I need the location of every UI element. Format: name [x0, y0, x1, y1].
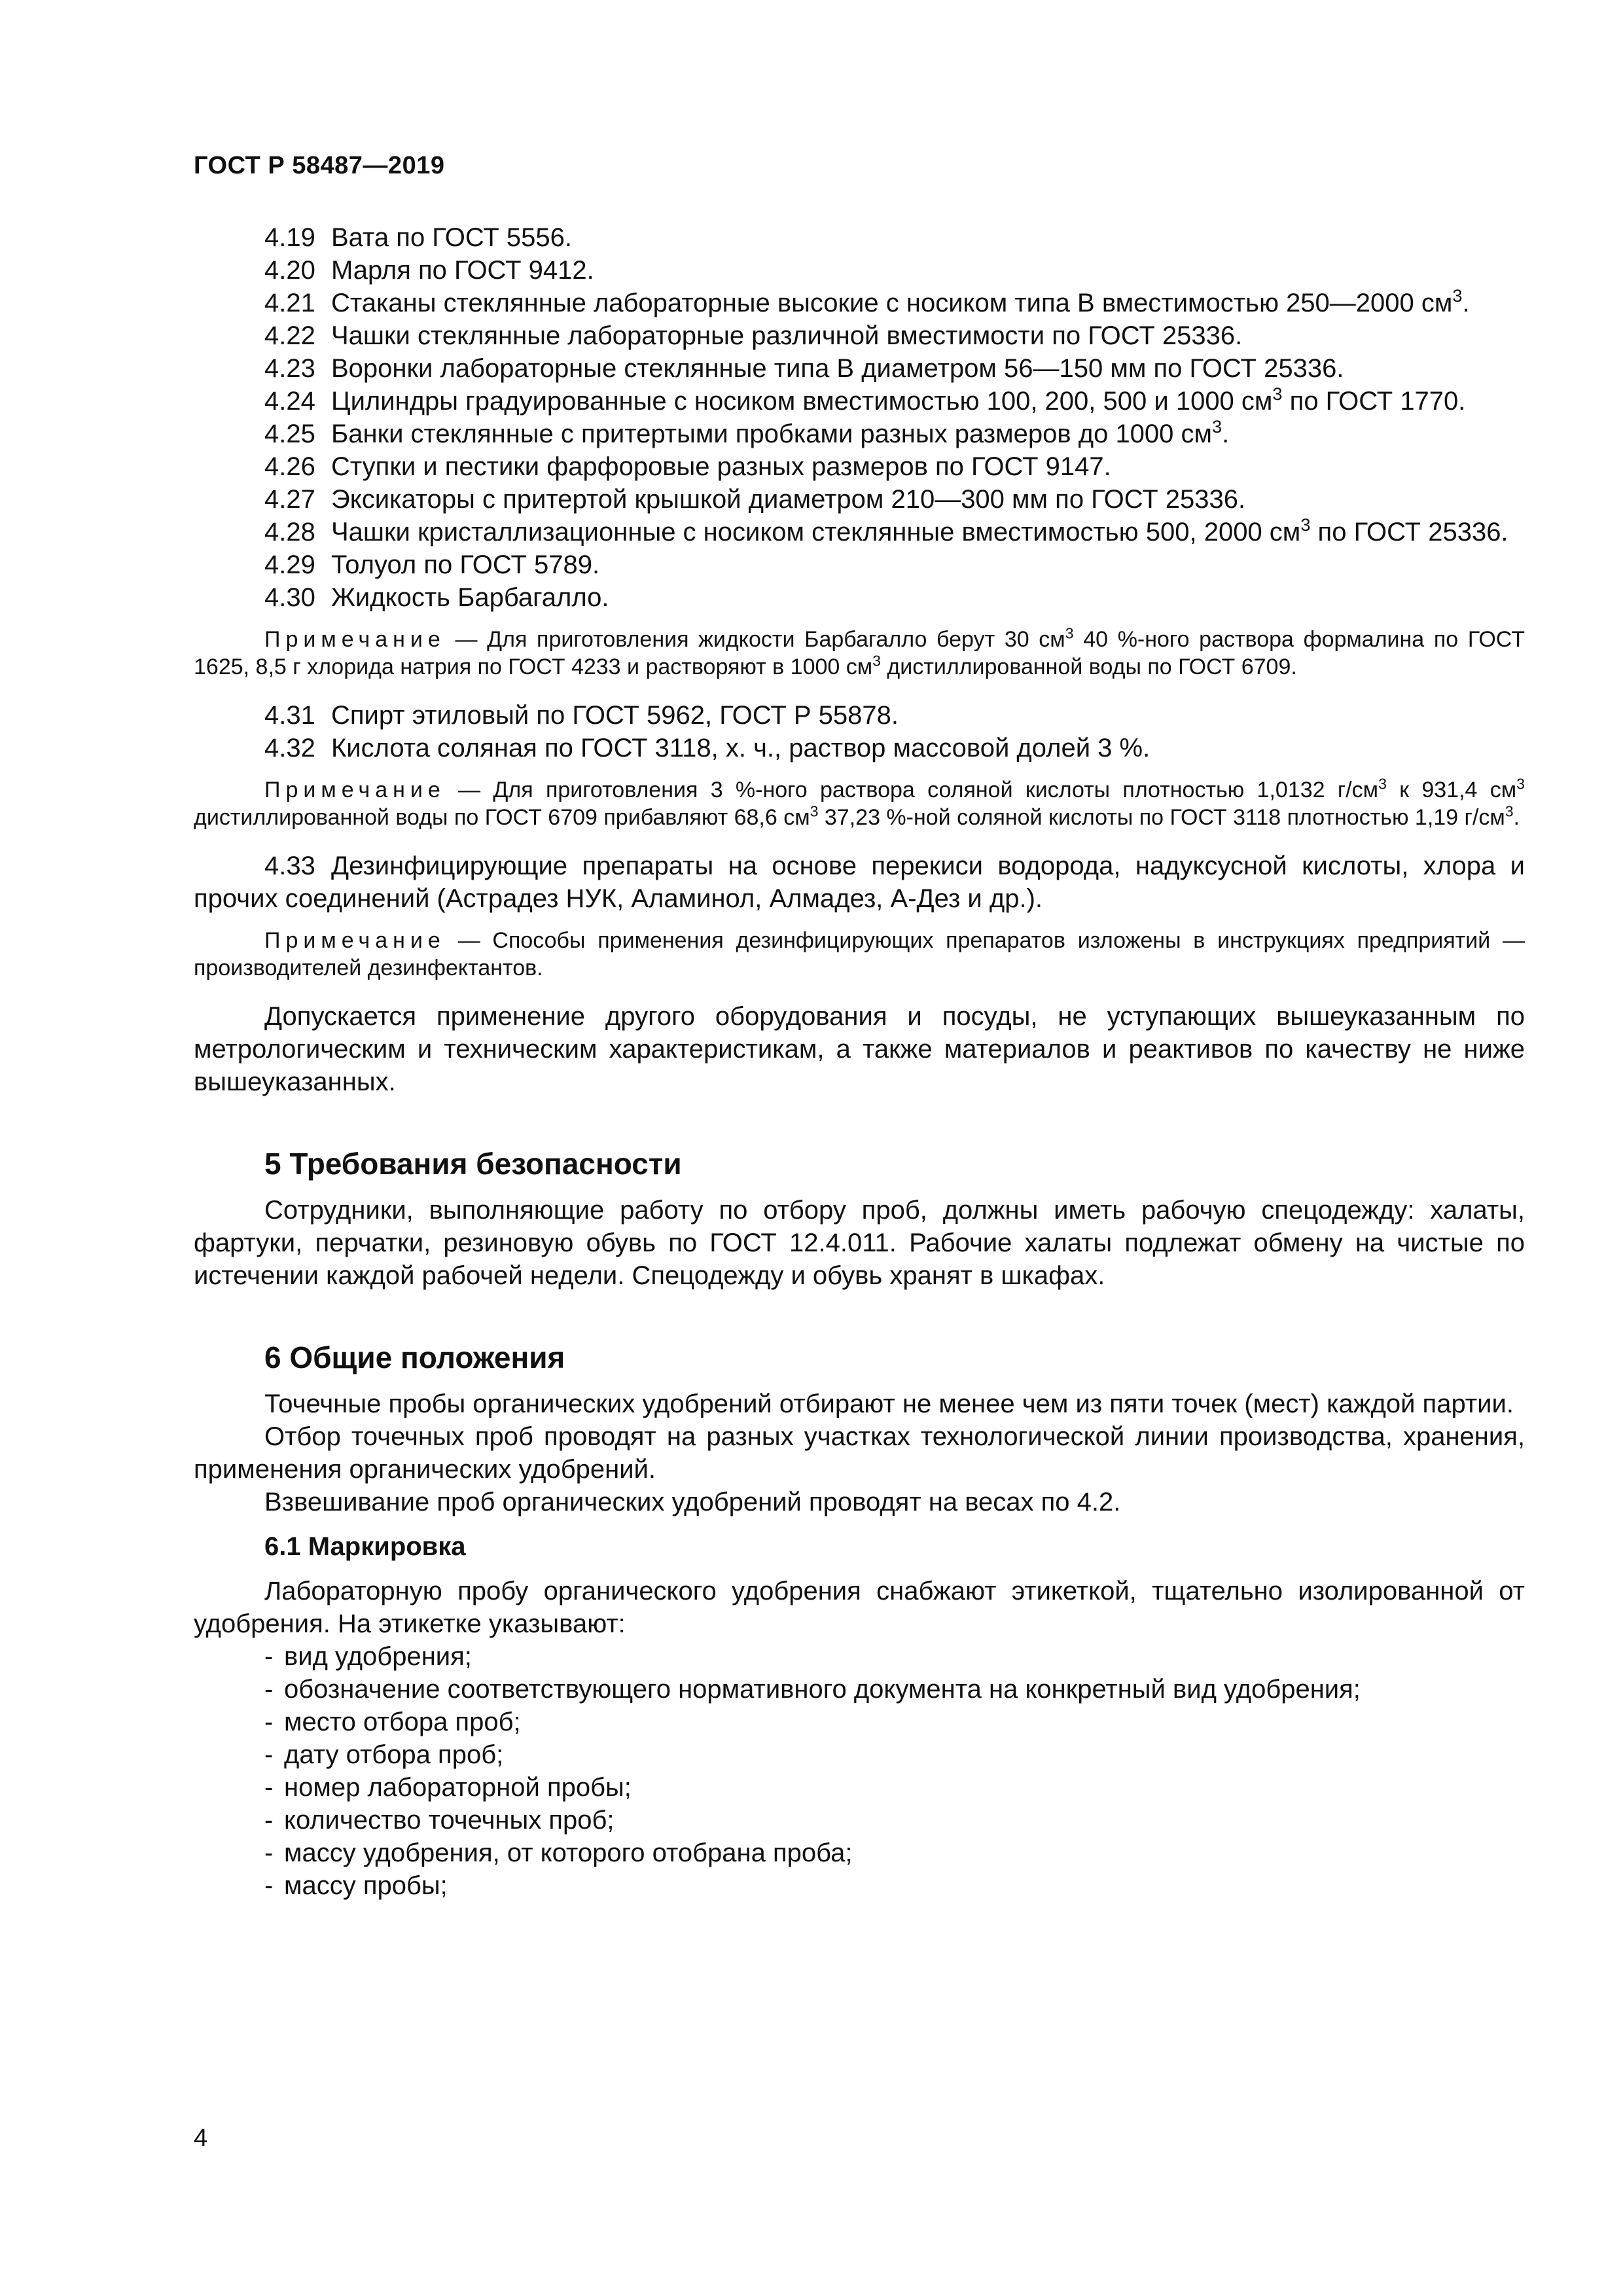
superscript: 3 [1452, 285, 1463, 306]
note-label: Примечание [264, 928, 446, 953]
list-item: - массу удобрения, от которого отобрана проба; [264, 1839, 853, 1867]
page-content [194, 221, 1525, 1902]
note-label: Примечание [264, 778, 446, 802]
item-number: 4.22 [264, 321, 315, 350]
item-4-29 [194, 548, 1525, 581]
note-text: — Для приготовления 3 %-ного раствора соляной кислоты плотностью 1,0132 г/см [445, 778, 1379, 802]
item-4-26 [194, 450, 1525, 483]
item-4-27 [194, 483, 1525, 516]
item-text: Спирт этиловый по ГОСТ 5962, ГОСТ Р 55878. [331, 701, 899, 730]
item-number: 4.21 [264, 289, 315, 317]
note-text: — Способы применения дезинфицирующих препаратов изложены в инструкциях предприятий — производителей дезинфектантов. [194, 928, 1525, 980]
item-text: Жидкость Барбагалло. [331, 583, 609, 612]
item-text: Дезинфицирующие препараты на основе перекиси водорода, надуксусной кислоты, хлора и прочих соединений (Астрадез НУК, Аламинол, Алмадез, А-Дез и др.). [194, 852, 1525, 913]
item-text: Чашки кристаллизационные с носиком стеклянные вместимостью 500, 2000 см [331, 518, 1301, 547]
note-hydrochloric-acid [194, 776, 1525, 831]
note-disinfectants [194, 927, 1525, 982]
superscript: 3 [1378, 775, 1387, 793]
item-text: Стаканы стеклянные лабораторные высокие с носиком типа В вместимостью 250—2000 см [331, 289, 1453, 317]
superscript: 3 [872, 652, 881, 670]
list-item: - количество точечных проб; [264, 1806, 615, 1835]
list-item: - обозначение соответствующего нормативного документа на конкретный вид удобрения; [264, 1675, 1361, 1704]
item-4-19 [194, 221, 1525, 254]
item-number: 4.23 [264, 354, 315, 383]
superscript: 3 [1065, 624, 1074, 642]
item-number: 4.25 [264, 420, 315, 448]
item-number: 4.19 [264, 223, 315, 252]
item-text-tail: по ГОСТ 1770. [1282, 387, 1466, 416]
item-4-30 [194, 581, 1525, 614]
list-item-text: дату отбора проб; [284, 1740, 504, 1769]
item-number: 4.28 [264, 518, 315, 547]
superscript: 3 [1212, 416, 1222, 437]
item-text: Марля по ГОСТ 9412. [331, 256, 594, 285]
note-text: 40 %-ного раствора формалина по ГОСТ 1625, 8,5 г хлорида натрия по ГОСТ 4233 и растворяют в 1000 см [194, 627, 1525, 679]
item-4-20 [194, 254, 1525, 287]
item-number: 4.30 [264, 583, 315, 612]
item-4-22 [194, 319, 1525, 352]
superscript: 3 [810, 802, 819, 820]
subsection-6-1-text: Лабораторную пробу органического удобрения снабжают этикеткой, тщательно изолированной от удобрения. На этикетке указывают: [194, 1577, 1525, 1638]
item-number: 4.27 [264, 485, 315, 514]
list-item-text: массу пробы; [284, 1871, 448, 1900]
page-number: 4 [194, 2125, 208, 2152]
note-label: Примечание [264, 627, 446, 652]
note-text: дистиллированной воды по ГОСТ 6709 прибавляют 68,6 см [194, 805, 810, 830]
item-text: Вата по ГОСТ 5556. [331, 223, 573, 252]
item-4-21 [194, 287, 1525, 319]
list-item-text: номер лабораторной пробы; [284, 1773, 632, 1802]
item-text: Кислота соляная по ГОСТ 3118, х. ч., раствор массовой долей 3 %. [331, 734, 1150, 762]
note-text: 37,23 %-ной соляной кислоты по ГОСТ 3118 плотностью 1,19 г/см [818, 805, 1505, 830]
list-item-text: количество точечных проб; [284, 1806, 615, 1835]
item-4-24 [194, 385, 1525, 418]
item-text-tail: . [1222, 420, 1230, 448]
list-item: - номер лабораторной пробы; [264, 1773, 632, 1802]
note-barbagallo [194, 626, 1525, 681]
list-item-text: обозначение соответствующего нормативного документа на конкретный вид удобрения; [284, 1675, 1361, 1704]
list-item: - место отбора проб; [264, 1708, 521, 1736]
item-text: Эксикаторы с притертой крышкой диаметром 210—300 мм по ГОСТ 25336. [331, 485, 1246, 514]
label-contents-list [194, 1640, 1525, 1902]
note-text: к 931,4 см [1386, 778, 1517, 802]
item-text: Толуол по ГОСТ 5789. [331, 550, 600, 579]
item-text: Воронки лабораторные стеклянные типа В диаметром 56—150 мм по ГОСТ 25336. [331, 354, 1344, 383]
note-text: дистиллированной воды по ГОСТ 6709. [880, 655, 1297, 679]
superscript: 3 [1516, 775, 1525, 793]
item-4-25 [194, 418, 1525, 450]
item-number: 4.20 [264, 256, 315, 285]
item-4-32 [194, 732, 1525, 764]
superscript: 3 [1300, 514, 1311, 535]
item-text: Ступки и пестики фарфоровые разных размеров по ГОСТ 9147. [331, 452, 1111, 481]
list-item-text: место отбора проб; [284, 1708, 521, 1736]
item-text-tail: . [1462, 289, 1470, 317]
item-number: 4.26 [264, 452, 315, 481]
item-text: Банки стеклянные с притертыми пробками разных размеров до 1000 см [331, 420, 1213, 448]
item-number: 4.31 [264, 701, 315, 730]
item-4-28 [194, 516, 1525, 548]
list-item: - массу пробы; [264, 1871, 448, 1900]
item-number: 4.32 [264, 734, 315, 762]
superscript: 3 [1272, 384, 1283, 404]
item-4-33 [194, 850, 1525, 915]
note-text: — Для приготовления жидкости Барбагалло берут 30 см [445, 627, 1065, 652]
list-item-text: массу удобрения, от которого отобрана проба; [284, 1839, 853, 1867]
item-4-23 [194, 352, 1525, 385]
item-4-31 [194, 699, 1525, 732]
item-text: Цилиндры градуированные с носиком вместимостью 100, 200, 500 и 1000 см [331, 387, 1273, 416]
section-6-paragraph-3: Взвешивание проб органических удобрений проводят на весах по 4.2. [264, 1488, 1121, 1516]
section-6-paragraph-1: Точечные пробы органических удобрений отбирают не менее чем из пяти точек (мест) каждой партии. [264, 1390, 1514, 1418]
allowance-paragraph: Допускается применение другого оборудования и посуды, не уступающих вышеуказанным по метрологическим и техническим характеристикам, а также материалов и реактивов по качеству не ниже вышеуказанных. [194, 1002, 1525, 1096]
item-number: 4.29 [264, 550, 315, 579]
section-5-text: Сотрудники, выполняющие работу по отбору проб, должны иметь рабочую спецодежду: халаты, фартуки, перчатки, резиновую обувь по ГОСТ 12.4.011. Рабочие халаты подлежат обмену на чистые по истечении каждой рабочей недели. Спецодежду и обувь хранят в шкафах. [194, 1196, 1525, 1290]
note-text: . [1513, 805, 1520, 830]
section-5-heading: 5 Требования безопасности [264, 1147, 682, 1181]
standard-header: ГОСТ Р 58487—2019 [194, 152, 445, 179]
superscript: 3 [1505, 802, 1514, 820]
list-item: - вид удобрения; [264, 1642, 472, 1671]
list-item-text: вид удобрения; [284, 1642, 472, 1671]
subsection-6-1-heading: 6.1 Маркировка [264, 1532, 466, 1561]
item-number: 4.24 [264, 387, 315, 416]
section-6-paragraph-2: Отбор точечных проб проводят на разных участках технологической линии производства, хранения, применения органических удобрений. [194, 1422, 1525, 1484]
item-text-tail: по ГОСТ 25336. [1310, 518, 1508, 547]
list-item: - дату отбора проб; [264, 1740, 504, 1769]
item-number: 4.33 [264, 852, 315, 880]
item-text: Чашки стеклянные лабораторные различной вместимости по ГОСТ 25336. [331, 321, 1243, 350]
section-6-heading: 6 Общие положения [264, 1340, 565, 1374]
